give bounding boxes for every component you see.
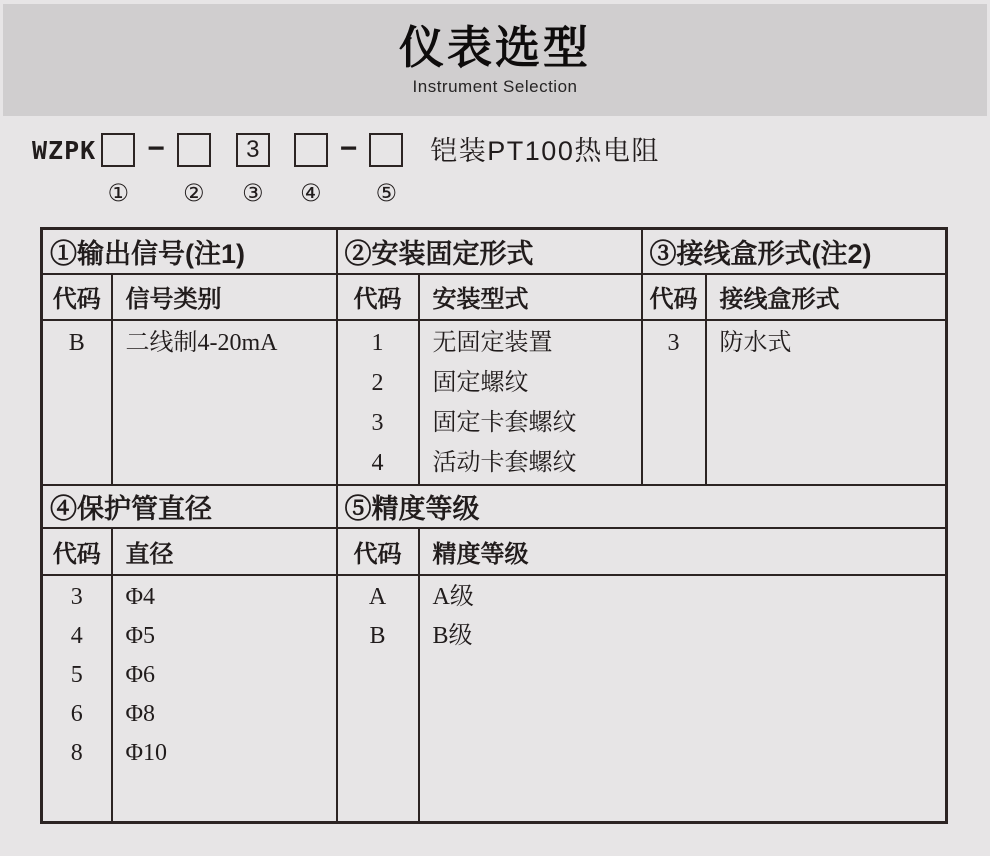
model-prefix: WZPK	[32, 136, 97, 165]
code-value: 6	[70, 700, 83, 727]
model-code-line	[32, 133, 990, 211]
values-cell-mounting	[419, 320, 642, 485]
model-code-box-4	[294, 133, 328, 167]
section-title-accuracy: ⑤精度等级	[337, 485, 947, 528]
option-label: 固定卡套螺纹	[432, 409, 577, 436]
model-suffix: 铠装PT100热电阻	[430, 136, 660, 166]
code-value: B	[369, 622, 386, 649]
option-label: 二线制4-20mA	[125, 329, 278, 356]
model-field-5	[369, 133, 403, 206]
option-label: 防水式	[719, 329, 792, 356]
field-number-3: ③	[241, 179, 264, 207]
option-label: Φ5	[125, 622, 156, 649]
values-cell-output-signal	[112, 320, 337, 485]
values-cell-diameter	[112, 575, 337, 823]
option-label: Φ8	[125, 700, 156, 727]
col-header-code-mounting: 代码	[337, 274, 419, 320]
model-code-box-1	[101, 133, 135, 167]
code-value: B	[68, 329, 85, 356]
model-field-1	[101, 133, 135, 206]
col-header-accuracy-grade: 精度等级	[419, 528, 947, 575]
model-code-box-5	[369, 133, 403, 167]
values-cell-junction-box	[706, 320, 947, 485]
document-page	[0, 4, 990, 856]
data-row-2	[42, 575, 947, 823]
option-label: 固定螺纹	[432, 369, 529, 396]
option-label: 无固定装置	[432, 329, 553, 356]
page-subtitle: Instrument Selection	[412, 76, 578, 96]
codes-cell-junction-box	[642, 320, 706, 485]
code-value: 5	[70, 661, 83, 688]
option-label: A级	[432, 583, 474, 610]
code-value: 1	[371, 329, 384, 356]
page-banner	[3, 4, 987, 116]
model-field-3	[236, 133, 270, 206]
section-title-tube-diameter: ④保护管直径	[42, 485, 337, 528]
field-number-2: ②	[182, 179, 205, 207]
section-title-row-2	[42, 485, 947, 528]
model-separator-1: −	[147, 132, 165, 165]
option-label: B级	[432, 622, 473, 649]
col-header-mounting-type: 安装型式	[419, 274, 642, 320]
section-title-junction-box: ③接线盒形式(注2)	[642, 229, 947, 274]
code-value: 3	[371, 409, 384, 436]
code-value: A	[368, 583, 387, 610]
col-header-signal-type: 信号类别	[112, 274, 337, 320]
values-cell-accuracy	[419, 575, 947, 823]
option-label: Φ4	[125, 583, 156, 610]
codes-cell-output-signal	[42, 320, 112, 485]
code-value: 4	[70, 622, 83, 649]
code-value: 3	[667, 329, 680, 356]
col-header-code-output: 代码	[42, 274, 112, 320]
col-header-junction-type: 接线盒形式	[706, 274, 947, 320]
col-header-code-diameter: 代码	[42, 528, 112, 575]
model-field-4	[294, 133, 328, 206]
codes-cell-diameter	[42, 575, 112, 823]
codes-cell-accuracy	[337, 575, 419, 823]
code-value: 4	[371, 449, 384, 476]
selection-table	[40, 227, 948, 824]
col-header-code-junction: 代码	[642, 274, 706, 320]
model-code-box-3: 3	[236, 133, 270, 167]
section-title-mounting: ②安装固定形式	[337, 229, 642, 274]
code-value: 3	[70, 583, 83, 610]
section-title-output-signal: ①输出信号(注1)	[42, 229, 337, 274]
option-label: 活动卡套螺纹	[432, 449, 577, 476]
field-number-5: ⑤	[375, 179, 398, 207]
column-header-row-2	[42, 528, 947, 575]
field-number-1: ①	[107, 179, 129, 207]
data-row-1	[42, 320, 947, 485]
page-title: 仪表选型	[398, 22, 591, 74]
model-code-box-2	[177, 133, 211, 167]
codes-cell-mounting	[337, 320, 419, 485]
model-separator-2: −	[339, 132, 358, 165]
code-value: 8	[70, 739, 83, 766]
field-number-4: ④	[299, 179, 322, 207]
option-label: Φ6	[125, 661, 156, 688]
option-label: Φ10	[125, 739, 168, 766]
code-value: 2	[371, 369, 384, 396]
column-header-row-1	[42, 274, 947, 320]
model-field-2	[177, 133, 211, 206]
col-header-code-accuracy: 代码	[337, 528, 419, 575]
section-title-row-1	[42, 229, 947, 274]
col-header-diameter: 直径	[112, 528, 337, 575]
